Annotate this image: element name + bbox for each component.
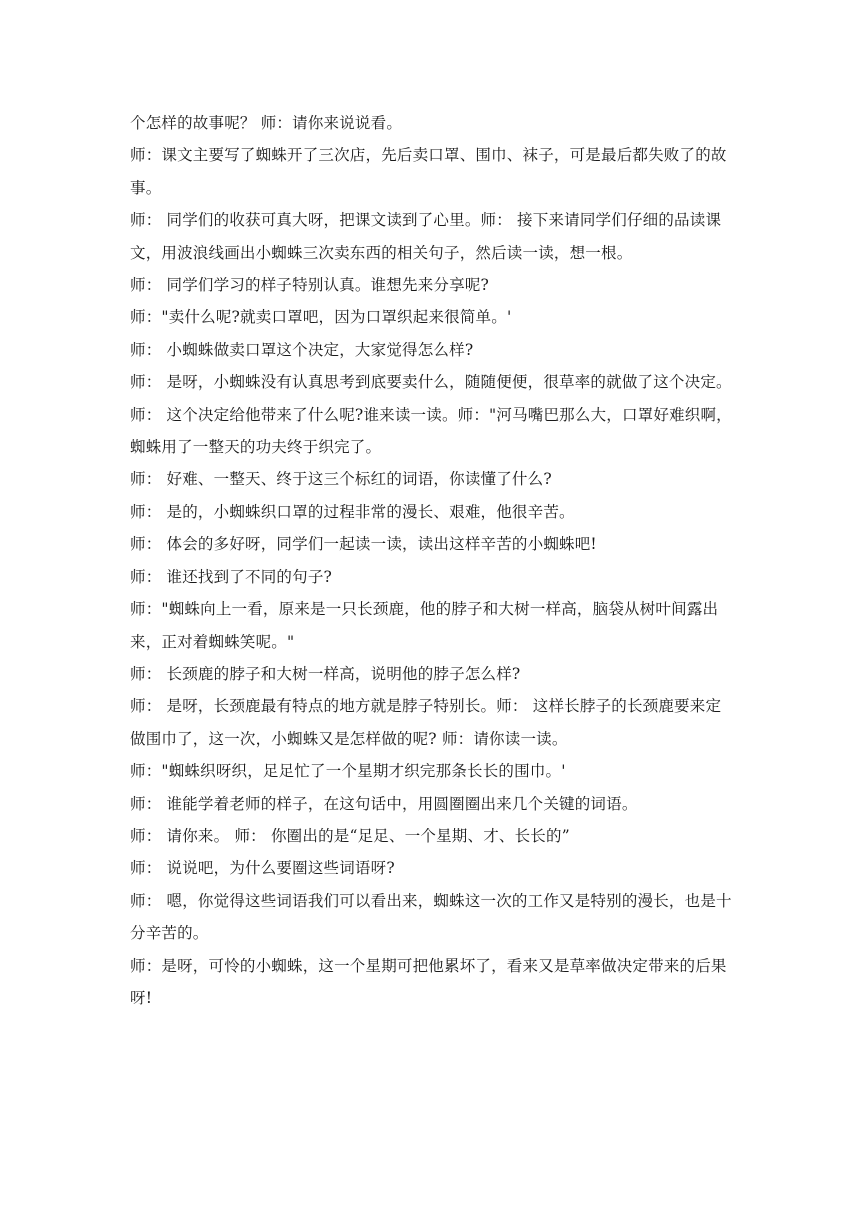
paragraph: 师： 谁还找到了不同的句子? (130, 567, 333, 586)
paragraph: 师：课文主要写了蜘蛛开了三次店，先后卖口罩、围巾、袜子，可是最后都失败了的故事。 (130, 146, 727, 197)
paragraph: 师： 同学们的收获可真大呀，把课文读到了心里。师： 接下来请同学们仔细的品读课文，用波浪线画出小蜘蛛三次卖东西的相关句子，然后读一读，想一根。 (130, 211, 722, 262)
paragraph: 师： 好难、一整天、终于这三个标红的词语，你读懂了什么? (130, 470, 552, 489)
paragraph: 师："卖什么呢?就卖口罩吧，因为口罩织起来很简单。' (130, 308, 512, 327)
document-body (130, 107, 734, 1014)
paragraph: 师："蜘蛛织呀织，足足忙了一个星期才织完那条长长的围巾。' (130, 762, 566, 781)
paragraph: 师： 谁能学着老师的样子，在这句话中，用圆圈圈出来几个关键的词语。 (130, 794, 638, 813)
paragraph: 师： 同学们学习的样子特别认真。谁想先来分享呢? (130, 276, 490, 295)
paragraph: 师："蜘蛛向上一看，原来是一只长颈鹿，他的脖子和大树一样高，脑袋从树叶间露出来，正对着蜘蛛笑呢。" (130, 600, 719, 651)
paragraph: 师： 请你来。 师： 你圈出的是“足足、一个星期、才、长长的” (130, 826, 570, 845)
paragraph: 师： 是的，小蜘蛛织口罩的过程非常的漫长、艰难，他很辛苦。 (130, 502, 575, 521)
paragraph: 师： 体会的多好呀，同学们一起读一读，读出这样辛苦的小蜘蛛吧! (130, 535, 597, 554)
paragraph: 个怎样的故事呢？ 师：请你来说说看。 (130, 114, 403, 132)
paragraph: 师： 是呀，小蜘蛛没有认真思考到底要卖什么，随随便便，很草率的就做了这个决定。 (130, 373, 732, 392)
paragraph: 师： 小蜘蛛做卖口罩这个决定，大家觉得怎么样? (130, 340, 474, 359)
paragraph: 师： 说说吧，为什么要圈这些词语呀? (130, 859, 395, 878)
paragraph: 师： 是呀，长颈鹿最有特点的地方就是脖子特别长。师： 这样长脖子的长颈鹿要来定做围巾了，这一次，小蜘蛛又是怎样做的呢? 师：请你读一读。 (130, 697, 722, 748)
paragraph: 师： 长颈鹿的脖子和大树一样高，说明他的脖子怎么样? (130, 664, 521, 683)
paragraph: 师： 嗯，你觉得这些词语我们可以看出来，蜘蛛这一次的工作又是特别的漫长，也是十分辛苦的。 (130, 891, 732, 943)
paragraph: 师：是呀，可怜的小蜘蛛，这一个星期可把他累坏了，看来又是草率做决定带来的后果呀! (130, 956, 727, 1007)
paragraph: 师： 这个决定给他带来了什么呢?谁来读一读。师："河马嘴巴那么大，口罩好难织啊，蜘蛛用了一整天的功夫终于织完了。 (130, 405, 732, 457)
